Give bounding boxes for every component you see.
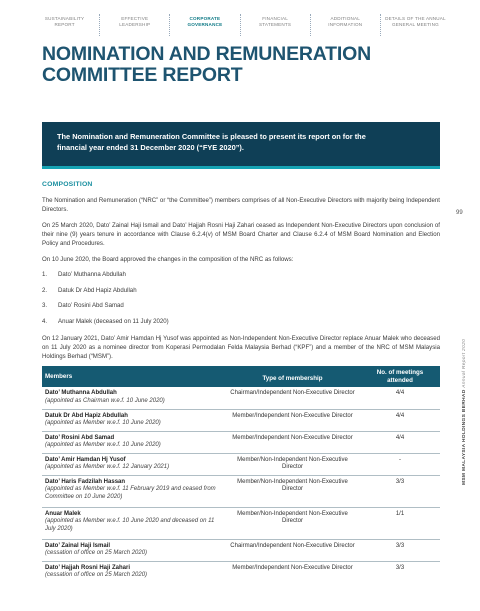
nrc-member-list bbox=[42, 270, 169, 332]
composition-paragraph-4: On 12 January 2021, Dato’ Amir Hamdan Hj Yusof was appointed as Non-Independent Non-Executive Director replace Anuar Malek who deceased on 11 July 2020 as a nominee director from Koperasi Permodalan Felda Malaysia Berhad (“KPF”) and a member of the NRC of MSM Malaysia Holdings Berhad (“MSM”). bbox=[42, 335, 440, 360]
page-title bbox=[42, 44, 371, 86]
member-cell bbox=[42, 475, 225, 507]
meetings-attended: 3/3 bbox=[360, 475, 440, 507]
member-name: Dato’ Amir Hamdan Hj Yusof bbox=[45, 456, 126, 463]
member-name: Anuar Malek bbox=[45, 510, 81, 517]
col-header-members: Members bbox=[42, 366, 225, 387]
membership-type: Member/Non-Independent Non-Executive Director bbox=[225, 453, 360, 475]
nav-label: GENERAL MEETING bbox=[391, 22, 439, 27]
member-note: (appointed as Chairman w.e.f. 10 June 2020) bbox=[45, 397, 165, 404]
table-row bbox=[42, 539, 440, 561]
side-company-name: MSM MALAYSIA HOLDINGS BERHAD bbox=[462, 389, 467, 485]
member-cell bbox=[42, 507, 225, 539]
side-running-title bbox=[462, 339, 467, 485]
table-row bbox=[42, 387, 440, 409]
nav-label: LEADERSHIP bbox=[119, 22, 151, 27]
member-name: Datuk Dr Abd Hapiz Abdullah bbox=[45, 412, 128, 419]
nav-sustainability-report[interactable] bbox=[30, 14, 100, 36]
member-name: Dato’ Zainal Haji Ismail bbox=[45, 542, 111, 549]
member-name: Dato’ Rosini Abd Samad bbox=[45, 434, 115, 441]
list-number: 1. bbox=[42, 271, 48, 278]
member-note: (cessation of office on 25 March 2020) bbox=[45, 572, 148, 579]
nav-label: GOVERNANCE bbox=[187, 22, 223, 27]
banner-accent-bar bbox=[42, 166, 440, 169]
member-name: Dato’ Hajjah Rosni Haji Zahari bbox=[45, 564, 131, 571]
col-header-meetings-line: attended bbox=[387, 376, 413, 384]
composition-paragraph-2: On 25 March 2020, Dato’ Zainal Haji Ismail and Dato’ Hajjah Rosni Haji Zahari ceased as Independent Non-Executive Directors upon conclusion of their nine (9) years tenure in accordance with Clause 6.2.4(v) of MSM Board Charter and Clause 6.2.4 of MSM Board Nomination and Election Policy and Procedures. bbox=[42, 222, 440, 247]
list-number: 4. bbox=[42, 317, 48, 325]
meetings-attended: 3/3 bbox=[395, 564, 405, 571]
side-report-name: Annual Report 2020 bbox=[462, 338, 467, 388]
table-row bbox=[42, 453, 440, 475]
table-row bbox=[42, 507, 440, 539]
membership-table bbox=[42, 366, 440, 583]
table-row bbox=[42, 409, 440, 431]
member-note: (appointed as Member w.e.f. 10 June 2020) bbox=[45, 420, 161, 427]
list-text: Anuar Malek (deceased on 11 July 2020) bbox=[58, 317, 169, 325]
composition-heading: COMPOSITION bbox=[42, 181, 93, 188]
member-note: (appointed as Member w.e.f. 10 June 2020 and deceased on 11 July 2020) bbox=[45, 518, 215, 532]
composition-paragraph-3: On 10 June 2020, the Board approved the changes in the composition of the NRC as follows: bbox=[42, 256, 294, 263]
nav-label: ADDITIONAL bbox=[330, 16, 361, 21]
nav-label: INFORMATION bbox=[328, 22, 363, 27]
composition-paragraph-1: The Nomination and Remuneration (“NRC” or “the Committee”) members comprises of all Non-Executive Directors with majority being Independent Directors. bbox=[42, 197, 440, 213]
col-header-meetings bbox=[360, 366, 440, 387]
page-number: 99 bbox=[456, 210, 463, 216]
table-row bbox=[42, 431, 440, 453]
nav-financial-statements[interactable] bbox=[241, 14, 311, 36]
nav-label: STATEMENTS bbox=[259, 22, 292, 27]
list-number: 2. bbox=[42, 286, 48, 294]
member-cell bbox=[42, 431, 225, 453]
page-title-line: COMMITTEE REPORT bbox=[42, 64, 243, 86]
list-item bbox=[42, 286, 169, 302]
membership-type: Member/Non-Independent Non-Executive Director bbox=[225, 507, 360, 539]
nav-label: SUSTAINABILITY bbox=[44, 16, 85, 21]
table-row bbox=[42, 561, 440, 583]
nav-label: EFFECTIVE bbox=[121, 16, 149, 21]
table-header-row bbox=[42, 366, 440, 387]
membership-type: Member/Independent Non-Executive Director bbox=[232, 564, 353, 571]
membership-type: Member/Independent Non-Executive Director bbox=[225, 409, 360, 431]
meetings-attended: 4/4 bbox=[360, 431, 440, 453]
member-cell bbox=[42, 409, 225, 431]
member-note: (appointed as Member w.e.f. 11 February 2019 and ceased from Committee on 10 June 2020) bbox=[45, 486, 216, 500]
member-name: Dato’ Muthanna Abdullah bbox=[45, 390, 117, 396]
member-note: (cessation of office on 25 March 2020) bbox=[45, 550, 148, 557]
meetings-attended: 1/1 bbox=[360, 507, 440, 539]
nav-label: CORPORATE bbox=[189, 16, 221, 21]
nav-effective-leadership[interactable] bbox=[100, 14, 170, 36]
list-text: Dato’ Rosini Abd Samad bbox=[58, 302, 124, 309]
nav-additional-information[interactable] bbox=[311, 14, 381, 36]
meetings-attended: - bbox=[360, 453, 440, 475]
intro-banner bbox=[42, 122, 440, 166]
nav-label: DETAILS OF THE ANNUAL bbox=[385, 16, 446, 21]
intro-banner-line: financial year ended 31 December 2020 (“FYE 2020”). bbox=[57, 143, 244, 153]
meetings-attended: 4/4 bbox=[360, 409, 440, 431]
col-header-meetings-line: No. of meetings bbox=[376, 368, 424, 376]
membership-type: Member/Non-Independent Non-Executive Director bbox=[225, 475, 360, 507]
list-text: Datuk Dr Abd Hapiz Abdullah bbox=[58, 286, 137, 294]
list-item bbox=[42, 301, 169, 317]
list-item bbox=[42, 270, 169, 286]
membership-type: Member/Independent Non-Executive Director bbox=[225, 431, 360, 453]
list-number: 3. bbox=[42, 302, 48, 309]
nav-label: REPORT bbox=[54, 22, 75, 27]
member-note: (appointed as Member w.e.f. 10 June 2020) bbox=[45, 442, 161, 449]
table-row bbox=[42, 475, 440, 507]
nav-corporate-governance[interactable] bbox=[170, 14, 240, 36]
col-header-type: Type of membership bbox=[225, 366, 360, 387]
member-cell bbox=[42, 387, 225, 409]
page-title-line: NOMINATION AND REMUNERATION bbox=[42, 43, 371, 65]
meetings-attended: 3/3 bbox=[360, 539, 440, 561]
nav-agm-details[interactable] bbox=[381, 14, 450, 36]
membership-type: Chairman/Independent Non-Executive Director bbox=[225, 387, 360, 409]
intro-banner-line: The Nomination and Remuneration Committee is pleased to present its report on for the bbox=[57, 132, 366, 141]
member-cell bbox=[42, 561, 225, 583]
membership-type: Chairman/Independent Non-Executive Director bbox=[225, 539, 360, 561]
section-nav bbox=[30, 14, 450, 36]
meetings-attended: 4/4 bbox=[360, 387, 440, 409]
nav-label: FINANCIAL bbox=[262, 16, 288, 21]
member-cell bbox=[42, 539, 225, 561]
member-note: (appointed as Member w.e.f. 12 January 2021) bbox=[45, 464, 170, 471]
list-item bbox=[42, 317, 169, 333]
member-cell bbox=[42, 453, 225, 475]
member-name: Dato’ Haris Fadzilah Hassan bbox=[45, 478, 126, 485]
list-text: Dato’ Muthanna Abdullah bbox=[58, 271, 126, 278]
